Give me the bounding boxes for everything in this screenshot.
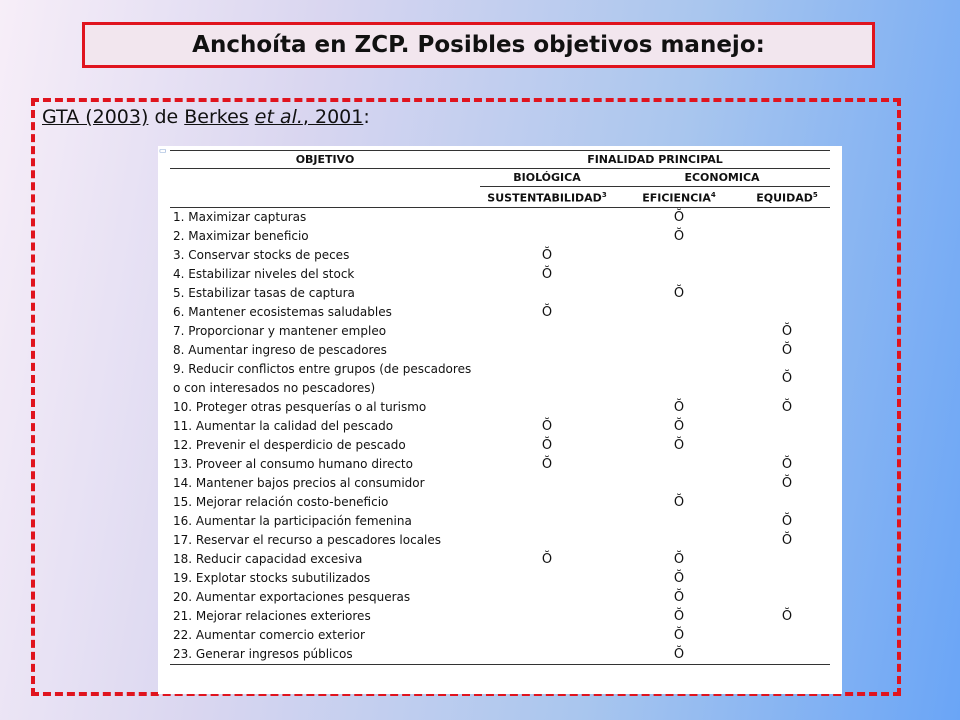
mark-cell-eficiencia xyxy=(614,550,744,569)
mark-cell-equidad xyxy=(744,417,830,436)
check-mark-icon: Ŏ xyxy=(673,418,685,434)
objective-cell: 7. Proporcionar y mantener empleo xyxy=(173,323,387,338)
objective-cell: 3. Conservar stocks de peces xyxy=(173,247,350,262)
mark-cell-eficiencia xyxy=(614,246,744,265)
reference-colon: : xyxy=(363,106,370,128)
table-row xyxy=(170,645,830,665)
objective-cell: 20. Aumentar exportaciones pesqueras xyxy=(173,589,411,604)
mark-cell-eficiencia xyxy=(614,569,744,588)
mark-cell-eficiencia xyxy=(614,588,744,607)
header-economica: ECONOMICA xyxy=(614,169,830,187)
table-row xyxy=(170,227,830,246)
objective-cell: 10. Proteger otras pesquerías o al turismo xyxy=(173,399,427,414)
mark-cell-sustentabilidad xyxy=(480,417,614,436)
table-row xyxy=(170,493,830,512)
mark-cell-equidad xyxy=(744,322,830,341)
mark-cell-equidad xyxy=(744,550,830,569)
table-row xyxy=(170,512,830,531)
check-mark-icon: Ŏ xyxy=(673,608,685,624)
mark-cell-equidad xyxy=(744,398,830,417)
reference-de: de xyxy=(148,106,185,128)
objective-cell: 2. Maximizar beneficio xyxy=(173,228,309,243)
mark-cell-eficiencia xyxy=(614,531,744,550)
embedded-table-image xyxy=(158,146,842,694)
header-empty-2 xyxy=(170,187,480,208)
mark-cell-equidad xyxy=(744,626,830,645)
mark-cell-sustentabilidad xyxy=(480,626,614,645)
reference-berkes: Berkes xyxy=(184,106,249,128)
table-row xyxy=(170,607,830,626)
objective-cell: 12. Prevenir el desperdicio de pescado xyxy=(173,437,406,452)
mark-cell-sustentabilidad xyxy=(480,322,614,341)
check-mark-icon: Ŏ xyxy=(781,475,793,491)
table-row xyxy=(170,246,830,265)
check-mark-icon: Ŏ xyxy=(673,399,685,415)
mark-cell-sustentabilidad xyxy=(480,512,614,531)
mark-cell-sustentabilidad xyxy=(480,341,614,360)
table-row xyxy=(170,303,830,322)
mark-cell-sustentabilidad xyxy=(480,493,614,512)
check-mark-icon: Ŏ xyxy=(781,532,793,548)
header-sustentabilidad: SUSTENTABILIDAD$^3$ xyxy=(480,187,614,208)
table-row xyxy=(170,455,830,474)
table-row xyxy=(170,531,830,550)
mark-cell-sustentabilidad xyxy=(480,550,614,569)
table-row xyxy=(170,550,830,569)
mark-cell-equidad xyxy=(744,303,830,322)
table-row xyxy=(170,569,830,588)
header-objetivo: OBJETIVO xyxy=(170,151,480,169)
table-row xyxy=(170,322,830,341)
header-empty xyxy=(170,169,480,187)
check-mark-icon: Ŏ xyxy=(541,247,553,263)
mark-cell-eficiencia xyxy=(614,322,744,341)
mark-cell-sustentabilidad xyxy=(480,645,614,665)
mark-cell-eficiencia xyxy=(614,417,744,436)
table-row xyxy=(170,398,830,417)
check-mark-icon: Ŏ xyxy=(673,551,685,567)
objective-cell: 22. Aumentar comercio exterior xyxy=(173,627,365,642)
reference-comma: , xyxy=(302,106,315,128)
objective-cell: 9. Reducir conflictos entre grupos (de pescadores o con interesados no pescadores) xyxy=(173,361,472,395)
mark-cell-eficiencia xyxy=(614,626,744,645)
table-row xyxy=(170,341,830,360)
check-mark-icon: Ŏ xyxy=(673,285,685,301)
mark-cell-eficiencia xyxy=(614,607,744,626)
check-mark-icon: Ŏ xyxy=(673,209,685,225)
check-mark-icon: Ŏ xyxy=(673,589,685,605)
mark-cell-equidad xyxy=(744,284,830,303)
mark-cell-eficiencia xyxy=(614,360,744,398)
table-row xyxy=(170,436,830,455)
mark-cell-sustentabilidad xyxy=(480,265,614,284)
table-row xyxy=(170,474,830,493)
mark-cell-eficiencia xyxy=(614,227,744,246)
check-mark-icon: Ŏ xyxy=(673,228,685,244)
corner-anchor-icon: ▭ xyxy=(159,146,167,155)
check-mark-icon: Ŏ xyxy=(541,304,553,320)
mark-cell-equidad xyxy=(744,607,830,626)
mark-cell-equidad xyxy=(744,569,830,588)
mark-cell-sustentabilidad xyxy=(480,436,614,455)
mark-cell-equidad xyxy=(744,246,830,265)
check-mark-icon: Ŏ xyxy=(541,437,553,453)
mark-cell-sustentabilidad xyxy=(480,531,614,550)
header-finalidad: FINALIDAD PRINCIPAL xyxy=(480,151,830,169)
mark-cell-eficiencia xyxy=(614,284,744,303)
objective-cell: 19. Explotar stocks subutilizados xyxy=(173,570,371,585)
mark-cell-equidad xyxy=(744,474,830,493)
header-biologica: BIOLÓGICA xyxy=(480,169,614,187)
check-mark-icon: Ŏ xyxy=(673,646,685,662)
mark-cell-equidad xyxy=(744,360,830,398)
mark-cell-equidad xyxy=(744,588,830,607)
mark-cell-equidad xyxy=(744,265,830,284)
mark-cell-sustentabilidad xyxy=(480,398,614,417)
mark-cell-equidad xyxy=(744,512,830,531)
objective-cell: 8. Aumentar ingreso de pescadores xyxy=(173,342,387,357)
objective-cell: 6. Mantener ecosistemas saludables xyxy=(173,304,392,319)
check-mark-icon: Ŏ xyxy=(781,513,793,529)
mark-cell-eficiencia xyxy=(614,341,744,360)
check-mark-icon: Ŏ xyxy=(781,323,793,339)
check-mark-icon: Ŏ xyxy=(781,342,793,358)
mark-cell-equidad xyxy=(744,455,830,474)
table-row xyxy=(170,588,830,607)
reference-etal: et al. xyxy=(254,106,303,128)
objective-cell: 18. Reducir capacidad excesiva xyxy=(173,551,363,566)
table-row xyxy=(170,360,830,398)
mark-cell-eficiencia xyxy=(614,398,744,417)
check-mark-icon: Ŏ xyxy=(673,437,685,453)
slide-title: Anchoíta en ZCP. Posibles objetivos manejo: xyxy=(82,22,875,68)
mark-cell-sustentabilidad xyxy=(480,607,614,626)
objectives-table xyxy=(170,150,830,665)
check-mark-icon: Ŏ xyxy=(781,456,793,472)
mark-cell-equidad xyxy=(744,227,830,246)
table-row xyxy=(170,284,830,303)
objective-cell: 5. Estabilizar tasas de captura xyxy=(173,285,355,300)
mark-cell-sustentabilidad xyxy=(480,569,614,588)
mark-cell-equidad xyxy=(744,207,830,227)
mark-cell-sustentabilidad xyxy=(480,227,614,246)
mark-cell-eficiencia xyxy=(614,265,744,284)
mark-cell-eficiencia xyxy=(614,474,744,493)
reference-year: 2001 xyxy=(314,106,364,128)
objective-cell: 4. Estabilizar niveles del stock xyxy=(173,266,355,281)
table-row xyxy=(170,417,830,436)
check-mark-icon: Ŏ xyxy=(673,627,685,643)
mark-cell-eficiencia xyxy=(614,493,744,512)
mark-cell-eficiencia xyxy=(614,455,744,474)
objective-cell: 1. Maximizar capturas xyxy=(173,209,307,224)
mark-cell-equidad xyxy=(744,493,830,512)
mark-cell-equidad xyxy=(744,531,830,550)
header-eficiencia: EFICIENCIA$^4$ xyxy=(614,187,744,208)
objective-cell: 13. Proveer al consumo humano directo xyxy=(173,456,413,471)
table-row xyxy=(170,265,830,284)
mark-cell-eficiencia xyxy=(614,207,744,227)
reference-line xyxy=(42,106,370,128)
mark-cell-eficiencia xyxy=(614,436,744,455)
reference-gta: GTA (2003) xyxy=(42,106,149,128)
objective-cell: 11. Aumentar la calidad del pescado xyxy=(173,418,394,433)
objective-cell: 15. Mejorar relación costo-beneficio xyxy=(173,494,389,509)
mark-cell-eficiencia xyxy=(614,512,744,531)
mark-cell-sustentabilidad xyxy=(480,360,614,398)
header-equidad: EQUIDAD$^5$ xyxy=(744,187,830,208)
check-mark-icon: Ŏ xyxy=(541,266,553,282)
check-mark-icon: Ŏ xyxy=(541,418,553,434)
objective-cell: 23. Generar ingresos públicos xyxy=(170,645,480,665)
mark-cell-eficiencia xyxy=(614,303,744,322)
check-mark-icon: Ŏ xyxy=(541,551,553,567)
objective-cell: 14. Mantener bajos precios al consumidor xyxy=(173,475,425,490)
table-row xyxy=(170,207,830,227)
mark-cell-eficiencia xyxy=(614,645,744,665)
table-row xyxy=(170,626,830,645)
mark-cell-equidad xyxy=(744,436,830,455)
mark-cell-sustentabilidad xyxy=(480,207,614,227)
mark-cell-sustentabilidad xyxy=(480,303,614,322)
check-mark-icon: Ŏ xyxy=(781,399,793,415)
mark-cell-sustentabilidad xyxy=(480,474,614,493)
mark-cell-sustentabilidad xyxy=(480,588,614,607)
mark-cell-sustentabilidad xyxy=(480,284,614,303)
mark-cell-equidad xyxy=(744,341,830,360)
check-mark-icon: Ŏ xyxy=(781,608,793,624)
check-mark-icon: Ŏ xyxy=(673,570,685,586)
check-mark-icon: Ŏ xyxy=(673,494,685,510)
mark-cell-equidad xyxy=(744,645,830,665)
mark-cell-sustentabilidad xyxy=(480,246,614,265)
objective-cell: 21. Mejorar relaciones exteriores xyxy=(173,608,371,623)
check-mark-icon: Ŏ xyxy=(541,456,553,472)
objective-cell: 16. Aumentar la participación femenina xyxy=(173,513,412,528)
mark-cell-sustentabilidad xyxy=(480,455,614,474)
objective-cell: 17. Reservar el recurso a pescadores locales xyxy=(173,532,442,547)
check-mark-icon: Ŏ xyxy=(781,371,793,387)
